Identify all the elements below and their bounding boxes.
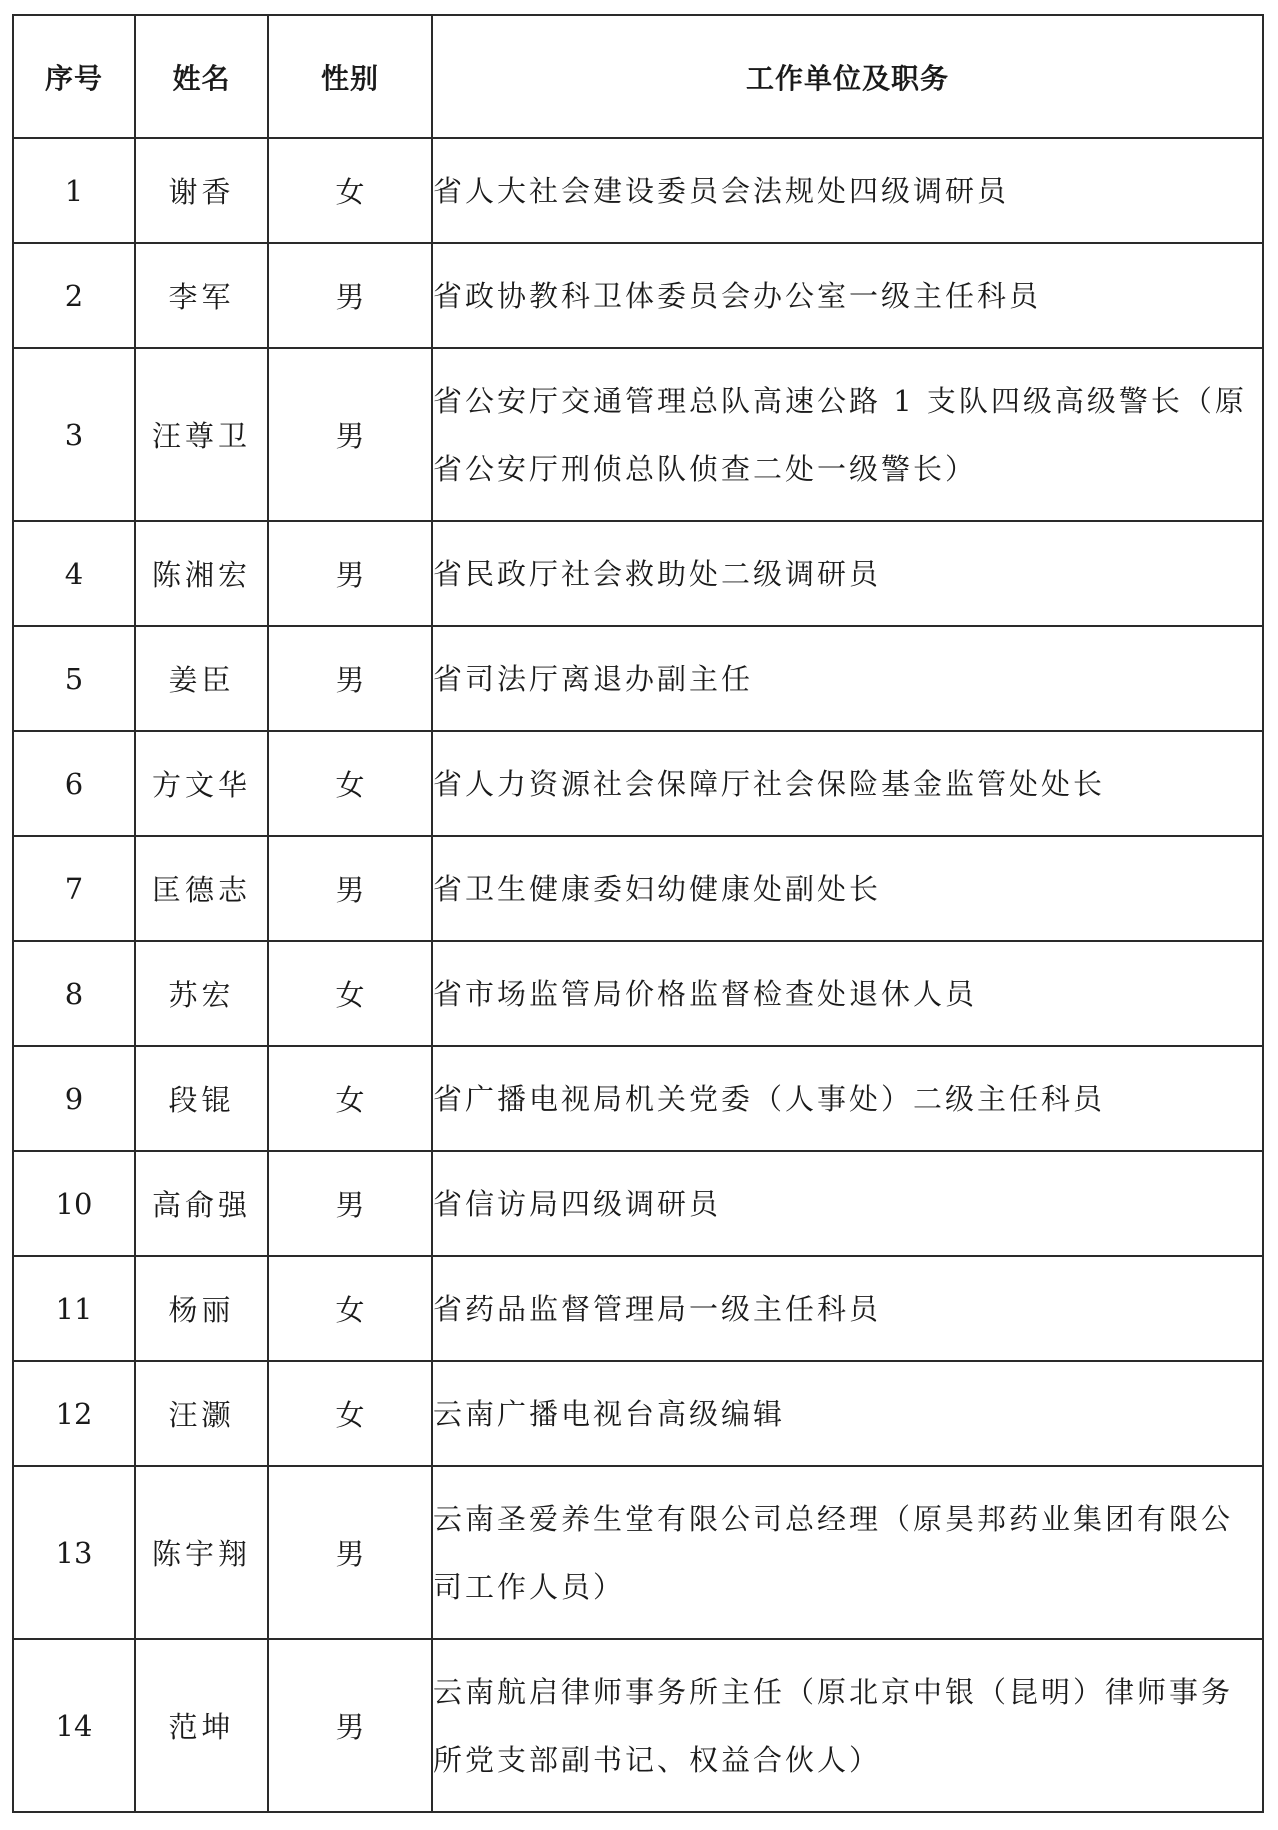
row-index: 6 bbox=[13, 731, 135, 836]
row-gender: 男 bbox=[268, 836, 432, 941]
roster-table bbox=[12, 14, 1264, 1813]
row-gender: 女 bbox=[268, 731, 432, 836]
row-index: 3 bbox=[13, 348, 135, 521]
row-org: 云南航启律师事务所主任（原北京中银（昆明）律师事务所党支部副书记、权益合伙人） bbox=[432, 1639, 1263, 1812]
row-index: 2 bbox=[13, 243, 135, 348]
row-gender: 男 bbox=[268, 348, 432, 521]
row-gender: 男 bbox=[268, 626, 432, 731]
row-name: 苏宏 bbox=[135, 941, 268, 1046]
table-row bbox=[13, 521, 1263, 626]
header-org: 工作单位及职务 bbox=[432, 15, 1263, 138]
row-name: 范坤 bbox=[135, 1639, 268, 1812]
row-index: 12 bbox=[13, 1361, 135, 1466]
table-row bbox=[13, 941, 1263, 1046]
table-row bbox=[13, 138, 1263, 243]
row-gender: 女 bbox=[268, 1256, 432, 1361]
row-name: 李军 bbox=[135, 243, 268, 348]
table-row bbox=[13, 731, 1263, 836]
row-name: 匡德志 bbox=[135, 836, 268, 941]
row-index: 8 bbox=[13, 941, 135, 1046]
row-index: 7 bbox=[13, 836, 135, 941]
table-row bbox=[13, 626, 1263, 731]
row-name: 杨丽 bbox=[135, 1256, 268, 1361]
row-org: 省卫生健康委妇幼健康处副处长 bbox=[432, 836, 1263, 941]
row-org: 省司法厅离退办副主任 bbox=[432, 626, 1263, 731]
row-org: 省药品监督管理局一级主任科员 bbox=[432, 1256, 1263, 1361]
row-gender: 女 bbox=[268, 1361, 432, 1466]
row-org: 省公安厅交通管理总队高速公路 1 支队四级高级警长（原省公安厅刑侦总队侦查二处一级警长） bbox=[432, 348, 1263, 521]
row-org: 云南广播电视台高级编辑 bbox=[432, 1361, 1263, 1466]
row-org: 省广播电视局机关党委（人事处）二级主任科员 bbox=[432, 1046, 1263, 1151]
header-gender: 性别 bbox=[268, 15, 432, 138]
row-org: 省人力资源社会保障厅社会保险基金监管处处长 bbox=[432, 731, 1263, 836]
row-name: 高俞强 bbox=[135, 1151, 268, 1256]
row-org: 省人大社会建设委员会法规处四级调研员 bbox=[432, 138, 1263, 243]
header-name: 姓名 bbox=[135, 15, 268, 138]
row-gender: 男 bbox=[268, 521, 432, 626]
row-org: 省市场监管局价格监督检查处退休人员 bbox=[432, 941, 1263, 1046]
row-index: 4 bbox=[13, 521, 135, 626]
row-name: 汪灏 bbox=[135, 1361, 268, 1466]
row-index: 10 bbox=[13, 1151, 135, 1256]
row-gender: 女 bbox=[268, 1046, 432, 1151]
row-gender: 男 bbox=[268, 1151, 432, 1256]
row-gender: 男 bbox=[268, 243, 432, 348]
table-row bbox=[13, 243, 1263, 348]
table-row bbox=[13, 836, 1263, 941]
row-index: 1 bbox=[13, 138, 135, 243]
row-org: 省信访局四级调研员 bbox=[432, 1151, 1263, 1256]
table-row bbox=[13, 1361, 1263, 1466]
row-org: 省政协教科卫体委员会办公室一级主任科员 bbox=[432, 243, 1263, 348]
table-row bbox=[13, 1046, 1263, 1151]
row-gender: 女 bbox=[268, 941, 432, 1046]
row-name: 陈宇翔 bbox=[135, 1466, 268, 1639]
row-index: 9 bbox=[13, 1046, 135, 1151]
row-gender: 男 bbox=[268, 1466, 432, 1639]
table-row bbox=[13, 1256, 1263, 1361]
row-name: 姜臣 bbox=[135, 626, 268, 731]
row-index: 5 bbox=[13, 626, 135, 731]
row-name: 谢香 bbox=[135, 138, 268, 243]
row-org: 省民政厅社会救助处二级调研员 bbox=[432, 521, 1263, 626]
row-gender: 女 bbox=[268, 138, 432, 243]
table-row bbox=[13, 1639, 1263, 1812]
table-row bbox=[13, 1151, 1263, 1256]
row-gender: 男 bbox=[268, 1639, 432, 1812]
row-name: 陈湘宏 bbox=[135, 521, 268, 626]
table-row bbox=[13, 1466, 1263, 1639]
header-index: 序号 bbox=[13, 15, 135, 138]
row-name: 段锟 bbox=[135, 1046, 268, 1151]
header-row bbox=[13, 15, 1263, 138]
row-org: 云南圣爱养生堂有限公司总经理（原昊邦药业集团有限公司工作人员） bbox=[432, 1466, 1263, 1639]
row-index: 14 bbox=[13, 1639, 135, 1812]
row-index: 11 bbox=[13, 1256, 135, 1361]
row-name: 方文华 bbox=[135, 731, 268, 836]
table-row bbox=[13, 348, 1263, 521]
row-name: 汪尊卫 bbox=[135, 348, 268, 521]
row-index: 13 bbox=[13, 1466, 135, 1639]
